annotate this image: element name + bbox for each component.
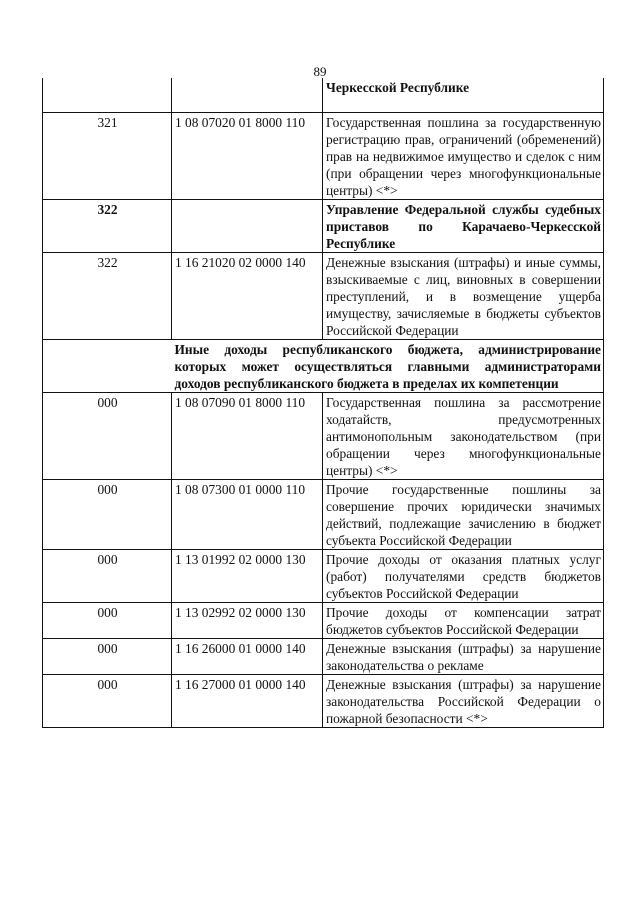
table-row-administrator-header <box>43 199 604 252</box>
admin-code-cell: 321 <box>43 112 172 199</box>
table-row-continuation <box>43 78 604 112</box>
table-row <box>43 549 604 602</box>
table-row <box>43 674 604 727</box>
revenue-name-cell: Денежные взыскания (штрафы) за нарушение законодательства Российской Федерации о пожарной безопасности <*> <box>323 674 604 727</box>
admin-code-cell: 000 <box>43 549 172 602</box>
table-row <box>43 638 604 674</box>
admin-code-cell: 322 <box>43 252 172 339</box>
revenue-name-cell: Денежные взыскания (штрафы) и иные суммы, взыскиваемые с лиц, виновных в совершении преступлений, и в возмещение ущерба имуществу, зачисляемые в бюджеты субъектов Российской Федерации <box>323 252 604 339</box>
admin-code-cell: 000 <box>43 392 172 479</box>
admin-code-cell: 000 <box>43 602 172 638</box>
revenue-code-cell: 1 16 26000 01 0000 140 <box>172 638 323 674</box>
revenue-codes-table <box>42 78 604 728</box>
table-row <box>43 112 604 199</box>
revenue-name-cell: Государственная пошлина за государственную регистрацию прав, ограничений (обременений) прав на недвижимое имущество и сделок с ним (при обращении через многофункциональные центры) <*> <box>323 112 604 199</box>
admin-code-cell <box>43 339 172 392</box>
revenue-name-cell: Денежные взыскания (штрафы) за нарушение законодательства о рекламе <box>323 638 604 674</box>
page-number: 89 <box>313 64 327 79</box>
revenue-code-cell: 1 13 02992 02 0000 130 <box>172 602 323 638</box>
revenue-code-cell: 1 16 21020 02 0000 140 <box>172 252 323 339</box>
admin-code-cell: 322 <box>43 199 172 252</box>
table-row <box>43 252 604 339</box>
table-row-section-header <box>43 339 604 392</box>
admin-code-cell: 000 <box>43 674 172 727</box>
revenue-code-cell: 1 16 27000 01 0000 140 <box>172 674 323 727</box>
table-row <box>43 602 604 638</box>
admin-code-cell <box>43 78 172 112</box>
revenue-code-cell: 1 08 07300 01 0000 110 <box>172 479 323 549</box>
revenue-name-cell: Прочие государственные пошлины за совершение прочих юридически значимых действий, подлежащие зачислению в бюджет субъекта Российской Федерации <box>323 479 604 549</box>
table-row <box>43 392 604 479</box>
admin-code-cell: 000 <box>43 638 172 674</box>
section-title-cell: Иные доходы республиканского бюджета, администрирование которых может осуществляться главными администраторами доходов республиканского бюджета в пределах их компетенции <box>172 339 604 392</box>
admin-code-cell: 000 <box>43 479 172 549</box>
revenue-name-cell: Прочие доходы от оказания платных услуг (работ) получателями средств бюджетов субъектов Российской Федерации <box>323 549 604 602</box>
revenue-code-cell <box>172 199 323 252</box>
revenue-code-cell <box>172 78 323 112</box>
table-row <box>43 479 604 549</box>
revenue-code-cell: 1 13 01992 02 0000 130 <box>172 549 323 602</box>
revenue-name-cell: Прочие доходы от компенсации затрат бюджетов субъектов Российской Федерации <box>323 602 604 638</box>
revenue-code-cell: 1 08 07090 01 8000 110 <box>172 392 323 479</box>
administrator-name-cell: Управление Федеральной службы судебных приставов по Карачаево-Черкесской Республике <box>323 199 604 252</box>
revenue-name-cell: Черкесской Республике <box>323 78 604 112</box>
revenue-name-cell: Государственная пошлина за рассмотрение ходатайств, предусмотренных антимонопольным законодательством (при обращении через многофункциональные центры) <*> <box>323 392 604 479</box>
revenue-code-cell: 1 08 07020 01 8000 110 <box>172 112 323 199</box>
